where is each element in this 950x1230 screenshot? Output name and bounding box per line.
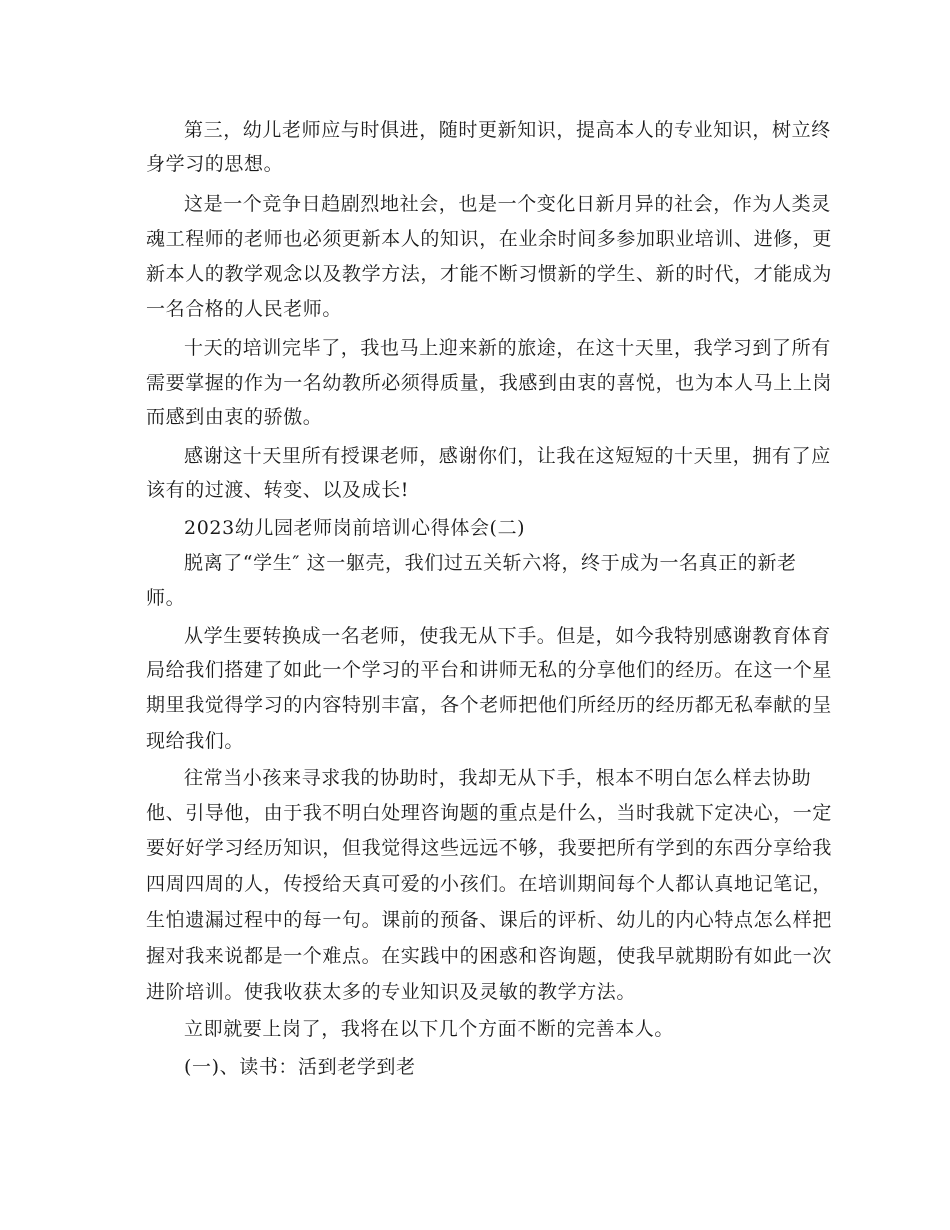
text-line: 生怕遗漏过程中的每一句。课前的预备、课后的评析、幼儿的内心特点怎么样把 [146, 909, 833, 931]
text-line: 感谢这十天里所有授课老师，感谢你们，让我在这短短的十天里，拥有了应 [184, 445, 831, 467]
text-line: 期里我觉得学习的内容特别丰富，各个老师把他们所经历的经历都无私奉献的呈 [146, 694, 833, 716]
text-line: 身学习的思想。 [146, 153, 284, 175]
text-line: 而感到由衷的骄傲。 [146, 406, 323, 428]
text-line: 四周四周的人，传授给天真可爱的小孩们。在培训期间每个人都认真地记笔记， [146, 873, 833, 895]
text-line: 新本人的教学观念以及教学方法，才能不断习惯新的学生、新的时代，才能成为 [146, 263, 833, 285]
text-line: 立即就要上岗了，我将在以下几个方面不断的完善本人。 [184, 1018, 675, 1040]
text-line: 需要掌握的作为一名幼教所必须得质量，我感到由衷的喜悦，也为本人马上上岗 [146, 372, 833, 394]
text-line: 魂工程师的老师也必须更新本人的知识，在业余时间多参加职业培训、进修，更 [146, 228, 833, 250]
text-line: 握对我来说都是一个难点。在实践中的困惑和咨询题，使我早就期盼有如此一次 [146, 945, 833, 967]
text-line: 他、引导他，由于我不明白处理咨询题的重点是什么，当时我就下定决心，一定 [146, 802, 833, 824]
text-line: 第三，幼儿老师应与时俱进，随时更新知识，提高本人的专业知识，树立终 [184, 119, 831, 141]
text-line: 一名合格的人民老师。 [146, 298, 343, 320]
text-line: 要好好学习经历知识，但我觉得这些远远不够，我要把所有学到的东西分享给我 [146, 837, 833, 859]
text-line: 往常当小孩来寻求我的协助时，我却无从下手，根本不明白怎么样去协助 [184, 767, 812, 789]
text-line: 十天的培训完毕了，我也马上迎来新的旅途，在这十天里，我学习到了所有 [184, 337, 831, 359]
section-heading: 2023幼儿园老师岗前培训心得体会(二) [184, 517, 526, 539]
text-line: 这是一个竞争日趋剧烈地社会，也是一个变化日新月异的社会，作为人类灵 [184, 193, 831, 215]
text-line: 现给我们。 [146, 730, 245, 752]
text-line: (一)、读书：活到老学到老 [184, 1056, 416, 1078]
text-line: 师。 [146, 587, 186, 609]
text-line: 该有的过渡、转变、以及成长! [146, 479, 410, 501]
text-line: 脱离了“学生″ 这一躯壳，我们过五关斩六将，终于成为一名真正的新老 [184, 552, 797, 574]
text-line: 局给我们搭建了如此一个学习的平台和讲师无私的分享他们的经历。在这一个星 [146, 659, 833, 681]
text-line: 进阶培训。使我收获太多的专业知识及灵敏的教学方法。 [146, 981, 637, 1003]
text-line: 从学生要转换成一名老师，使我无从下手。但是，如今我特别感谢教育体育 [184, 625, 831, 647]
